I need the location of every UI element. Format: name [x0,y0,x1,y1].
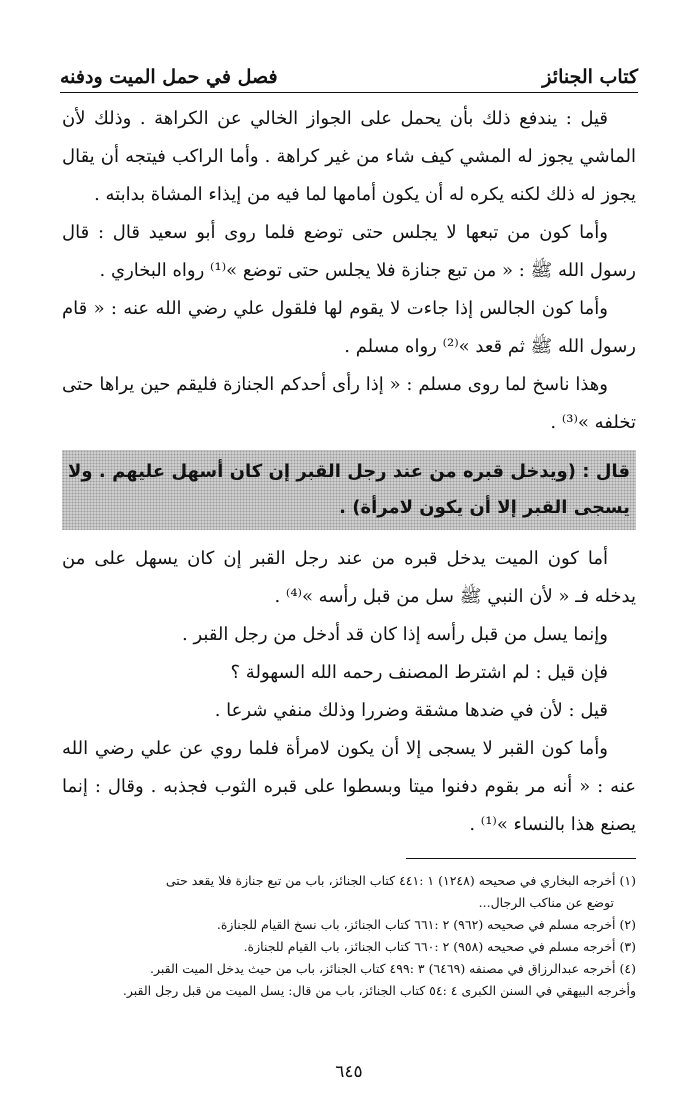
section-title: فصل في حمل الميت ودفنه [60,66,278,88]
header-divider [60,92,638,93]
page-number: ٦٤٥ [335,1062,363,1082]
footnote-3: (٣) أخرجه مسلم في صحيحه (٩٥٨) ٢ :٦٦٠ كتاب الجنائز، باب القيام للجنازة. [243,939,636,954]
book-title: كتاب الجنائز [542,66,638,88]
footnote-1-continued: توضع عن مناكب الرجال... [478,895,614,910]
footnote-divider [406,858,636,859]
footnote-4: (٤) أخرجه عبدالرزاق في مصنفه (٦٤٦٩) ٣ :٤٩٩ كتاب الجنائز، باب من حيث يدخل الميت القبر. [150,961,636,976]
paragraph-6: وإنما يسل من قبل رأسه إذا كان قد أدخل من رجل القبر . [182,624,608,645]
paragraph-2: وأما كون من تبعها لا يجلس حتى توضع فلما روى أبو سعيد قال : قال رسول الله ﷺ : « من تبع جنازة فلا يجلس حتى توضع »⁽¹⁾ رواه البخاري . [62,222,636,281]
paragraph-4: وهذا ناسخ لما روى مسلم : « إذا رأى أحدكم الجنازة فليقم حين يراها حتى تخلفه »⁽³⁾ . [62,374,636,433]
footnote-2: (٢) أخرجه مسلم في صحيحه (٩٦٢) ٢ :٦٦١ كتاب الجنائز، باب نسخ القيام للجنازة. [216,917,636,932]
main-text [62,100,636,844]
footnotes [62,870,636,1002]
paragraph-5: أما كون الميت يدخل قبره من عند رجل القبر إن كان يسهل على من يدخله فـ « لأن النبي ﷺ سل من قبل رأسه »⁽⁴⁾ . [62,548,636,607]
paragraph-9: وأما كون القبر لا يسجى إلا أن يكون لامرأة فلما روي عن علي رضي الله عنه : « أنه مر بقوم دفنوا ميتا وبسطوا على قبره الثوب فجذبه . وقال : إنما يصنع هذا بالنساء »⁽¹⁾ . [62,738,636,835]
paragraph-7: فإن قيل : لم اشترط المصنف رحمه الله السهولة ؟ [230,662,608,683]
running-header [60,52,638,88]
paragraph-8: قيل : لأن في ضدها مشقة وضررا وذلك منفي شرعا . [214,700,608,721]
footnote-1: (١) أخرجه البخاري في صحيحه (١٢٤٨) ١ :٤٤١ كتاب الجنائز، باب من تبع جنازة فلا يقعد حتى [165,873,636,888]
matn-callout: قال : (ويدخل قبره من عند رجل القبر إن كان أسهل عليهم . ولا يسجى القبر إلا أن يكون لامرأة) . [62,450,636,530]
paragraph-3: وأما كون الجالس إذا جاءت لا يقوم لها فلقول علي رضي الله عنه : « قام رسول الله ﷺ ثم قعد »⁽²⁾ رواه مسلم . [62,298,636,357]
footnote-4-extra: وأخرجه البيهقي في السنن الكبرى ٤ :٥٤ كتاب الجنائز، باب من قال: يسل الميت من قبل رجل القبر. [122,983,636,998]
paragraph-1: قيل : يندفع ذلك بأن يحمل على الجواز الخالي عن الكراهة . وذلك لأن الماشي يجوز له المشي كيف شاء من غير كراهة . وأما الراكب فيتجه أن يقال يجوز له ذلك لكنه يكره له أن يكون أمامها لما فيه من إيذاء المشاة بدابته . [62,108,636,205]
